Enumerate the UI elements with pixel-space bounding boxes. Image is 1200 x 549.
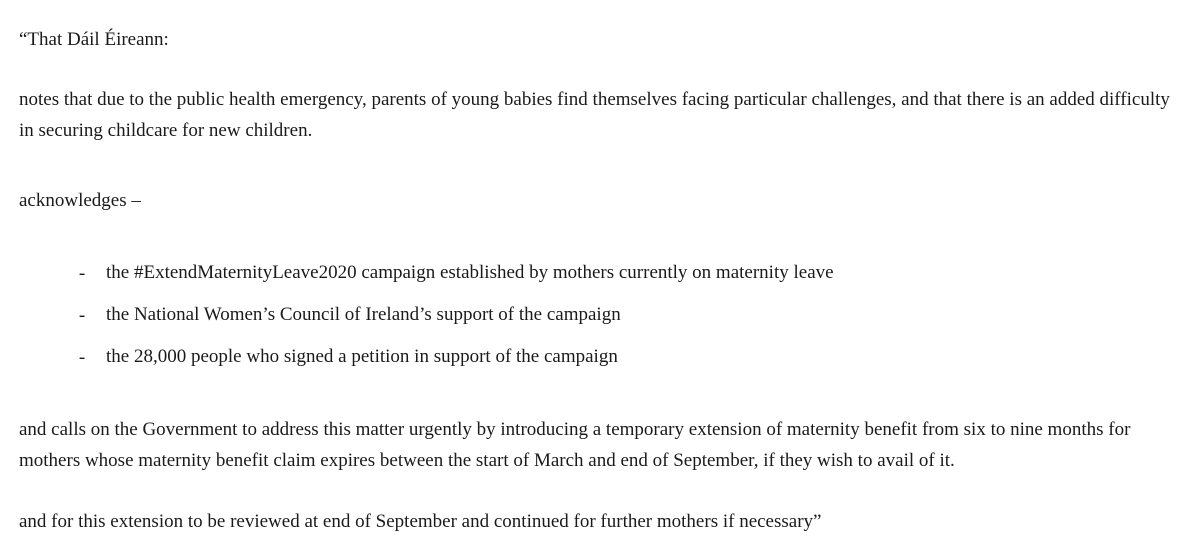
list-item-text: the National Women’s Council of Ireland’s support of the campaign — [106, 304, 621, 325]
bullet-dash: - — [78, 305, 86, 326]
bullet-dash: - — [78, 263, 86, 284]
list-item-text: the 28,000 people who signed a petition in support of the campaign — [106, 346, 618, 367]
notes-paragraph: notes that due to the public health emergency, parents of young babies find themselves facing particular challenges, and that there is an added difficulty in securing childcare for new children. — [19, 89, 1170, 141]
calls-paragraph: and calls on the Government to address this matter urgently by introducing a temporary extension of maternity benefit from six to nine months for mothers whose maternity benefit claim expires between the start of March and end of September, if they wish to avail of it. — [19, 419, 1131, 471]
bullet-dash: - — [78, 347, 86, 368]
list-item-text: the #ExtendMaternityLeave2020 campaign established by mothers currently on maternity leave — [106, 262, 834, 283]
review-paragraph: and for this extension to be reviewed at end of September and continued for further mothers if necessary” — [19, 511, 822, 532]
motion-heading: “That Dáil Éireann: — [19, 29, 169, 50]
acknowledges-paragraph: acknowledges – — [19, 190, 141, 211]
